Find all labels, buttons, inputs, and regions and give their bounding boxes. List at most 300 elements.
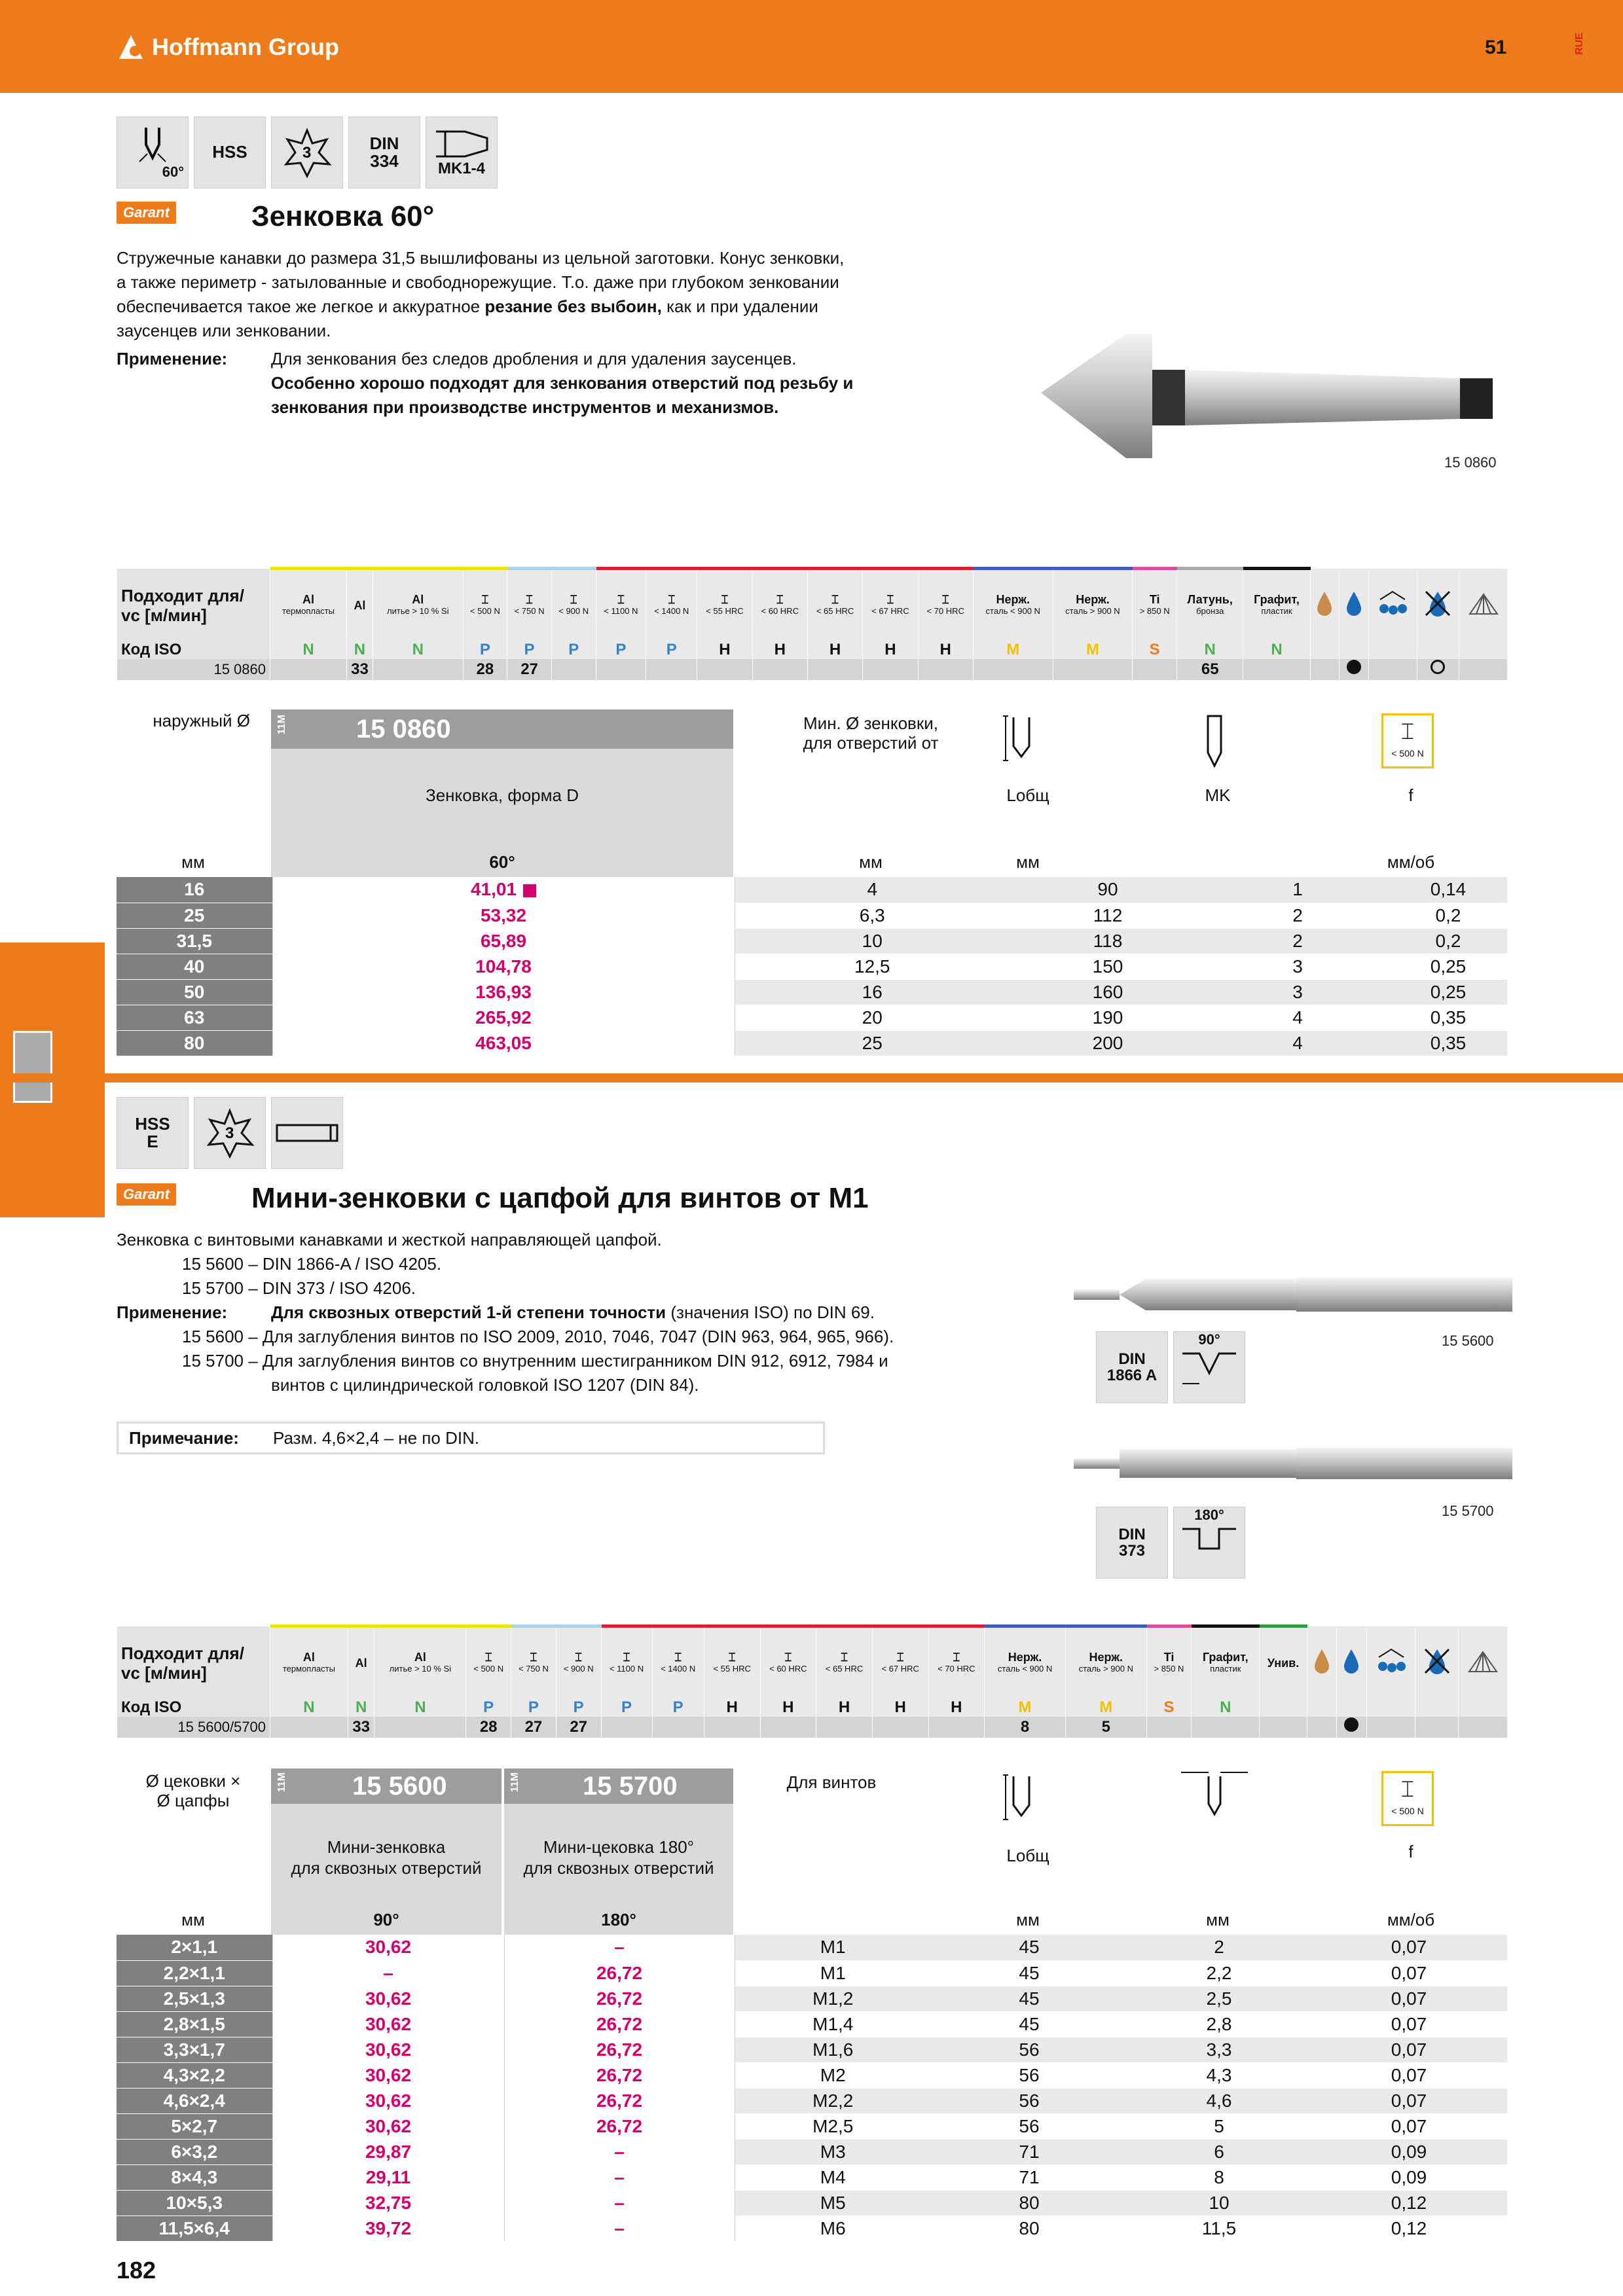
steel-beam-icon: ⌶ (530, 1650, 538, 1664)
diameter-cell: 8×4,3 (117, 2164, 272, 2190)
page-header (0, 0, 1623, 93)
morse-taper-icon (1198, 713, 1231, 776)
vc-value (551, 659, 596, 680)
diameter-cell: 10×5,3 (117, 2190, 272, 2215)
iso-code: M (985, 1698, 1066, 1717)
bore-diameter-cell: 6 (1127, 2139, 1311, 2164)
price-cell[interactable]: 53,32 (272, 903, 735, 928)
unit-label: мм (859, 852, 883, 872)
dry-cut-icon (1415, 1626, 1459, 1698)
bore-diameter-cell: 4,6 (1127, 2088, 1311, 2113)
material-sub: < 70 HRC (926, 605, 964, 616)
price-155700-cell[interactable]: – (504, 2215, 735, 2241)
material-hss-badge (194, 117, 266, 188)
length-cell: 56 (931, 2113, 1127, 2139)
overall-length-icon (1002, 1772, 1041, 1828)
price-155600-cell[interactable]: 30,62 (272, 1935, 504, 1960)
dry-cut-icon (1417, 569, 1459, 641)
material-col (1133, 569, 1177, 641)
material-label: HSS (212, 142, 247, 162)
min-diameter-cell: 4 (735, 877, 1010, 903)
feed-label: f (1408, 785, 1413, 805)
empty-cell (1459, 1717, 1507, 1738)
air-cooling-icon (1459, 569, 1507, 641)
code-tag: 11M (276, 715, 287, 735)
screw-size-cell: M2 (735, 2062, 931, 2088)
product-code-header (504, 1768, 733, 1804)
price-155700-cell[interactable]: – (504, 1935, 735, 1960)
diameter-cell: 31,5 (117, 928, 272, 954)
diameter-cell: 2,5×1,3 (117, 1986, 272, 2011)
vc-value (697, 659, 752, 680)
suitability-table (117, 1624, 1507, 1738)
diameter-cell: 4,6×2,4 (117, 2088, 272, 2113)
price-155600-cell[interactable]: 29,87 (272, 2139, 504, 2164)
product-type-name (504, 1837, 733, 1878)
steel-beam-icon: ⌶ (481, 592, 489, 606)
material-col (270, 1626, 348, 1698)
section-divider (0, 1073, 1623, 1083)
price-155600-cell[interactable]: 29,11 (272, 2164, 504, 2190)
empty-cell (1307, 1717, 1336, 1738)
cylindrical-shank-icon (271, 1097, 343, 1169)
price-cell[interactable]: 265,92 (272, 1005, 735, 1030)
feed-cell: 0,2 (1389, 903, 1507, 928)
countersink-angle-icon (117, 117, 189, 188)
din-373-badge (1096, 1507, 1168, 1579)
iso-code: M (1065, 1698, 1146, 1717)
unit-label: мм (181, 1910, 205, 1929)
screw-header: Для винтов (786, 1772, 877, 1792)
vc-value (704, 1717, 760, 1738)
feed-cell: 0,2 (1389, 928, 1507, 954)
din-number: 1866 A (1106, 1367, 1158, 1384)
table-row (117, 979, 1507, 1005)
diameter-cell: 63 (117, 1005, 272, 1030)
stock-marker-icon (523, 884, 536, 897)
unit-label: мм (181, 852, 205, 872)
table-row (117, 2011, 1507, 2037)
bore-diameter-cell: 11,5 (1127, 2215, 1311, 2241)
price-155700-cell[interactable]: 26,72 (504, 2011, 735, 2037)
product-code-label: 15 5700 (1442, 1503, 1494, 1519)
price-155600-cell[interactable]: – (272, 1960, 504, 1986)
steel-beam-icon: ⌶ (784, 1650, 792, 1664)
price-155700-cell[interactable]: 26,72 (504, 1986, 735, 2011)
feed-cell: 0,07 (1311, 2037, 1507, 2062)
price-155600-cell[interactable]: 30,62 (272, 2011, 504, 2037)
feed-cell: 0,14 (1389, 877, 1507, 903)
vc-value (596, 659, 646, 680)
material-sub: литье > 10 % Si (387, 605, 449, 616)
table-row (117, 1960, 1507, 1986)
material-sub: сталь > 900 N (1065, 605, 1120, 616)
material-sub: < 750 N (514, 605, 545, 616)
code-tag: 11M (276, 1772, 287, 1793)
desc-line: заусенцев или зенковании. (117, 321, 331, 340)
table-row (117, 2139, 1507, 2164)
bore-diameter-cell: 4,3 (1127, 2062, 1311, 2088)
product-type-name: Зенковка, форма D (426, 785, 579, 805)
application-line: винтов с цилиндрической головкой ISO 1207 (DIN 84). (271, 1375, 699, 1395)
length-cell: 160 (1010, 979, 1206, 1005)
material-sub: < 1400 N (661, 1663, 696, 1674)
vc-value (601, 1717, 652, 1738)
iso-code: P (596, 641, 646, 659)
unit-label: мм/об (1387, 852, 1435, 872)
iso-code: P (463, 641, 507, 659)
material-title: Нерж. (996, 592, 1030, 606)
iso-code: N (373, 641, 463, 659)
material-col (466, 1626, 511, 1698)
material-sub: термопласты (282, 1663, 335, 1674)
vc-value: 33 (346, 659, 373, 680)
material-sub: < 65 HRC (825, 1663, 864, 1674)
empty-cell (1310, 641, 1340, 659)
price-155600-cell[interactable]: 30,62 (272, 2037, 504, 2062)
vc-value (1133, 659, 1177, 680)
unit-label: мм (1016, 852, 1040, 872)
diameter-cell: 11,5×6,4 (117, 2215, 272, 2241)
table-row (117, 2088, 1507, 2113)
suitability-label-line: vc [м/мин] (121, 1662, 207, 1683)
application-line (117, 1300, 1033, 1325)
price-155600-cell[interactable]: 30,62 (272, 2113, 504, 2139)
vc-value: 33 (348, 1717, 374, 1738)
material-title: Унив. (1267, 1656, 1300, 1670)
header-line: для сквозных отверстий (291, 1858, 482, 1878)
min-diameter-cell: 16 (735, 979, 1010, 1005)
air-cooling-icon (1459, 1626, 1507, 1698)
mk-cell: 2 (1206, 928, 1389, 954)
length-cell: 56 (931, 2062, 1127, 2088)
material-sub: > 850 N (1154, 1663, 1184, 1674)
feed-material-icon (1381, 713, 1434, 768)
vc-value (872, 1717, 928, 1738)
iso-code: S (1133, 641, 1177, 659)
steel-beam-icon: ⌶ (776, 592, 784, 606)
bore-diameter-cell: 2 (1127, 1935, 1311, 1960)
empty-cell (1366, 1698, 1415, 1717)
countersink-tool-image (1041, 327, 1512, 475)
steel-beam-icon: ⌶ (570, 592, 577, 606)
material-col (807, 569, 862, 641)
price-155600-cell[interactable]: 30,62 (272, 2088, 504, 2113)
min-diameter-cell: 25 (735, 1030, 1010, 1056)
screw-size-cell: M1 (735, 1960, 931, 1986)
feed-cell: 0,07 (1311, 2062, 1507, 2088)
steel-beam-icon: ⌶ (575, 1650, 583, 1664)
feed-cell: 0,25 (1389, 979, 1507, 1005)
vc-value (973, 659, 1053, 680)
feed-cell: 0,09 (1311, 2164, 1507, 2190)
table-row (117, 928, 1507, 954)
price-cell[interactable]: 136,93 (272, 979, 735, 1005)
material-sub: литье > 10 % Si (389, 1663, 452, 1674)
header-line: Ø цековки × (145, 1771, 241, 1791)
steel-beam-icon: ⌶ (526, 592, 533, 606)
material-label: HSS (135, 1113, 170, 1134)
iso-code (1260, 1698, 1307, 1717)
angle-header: 180° (601, 1910, 636, 1929)
price-155700-cell[interactable]: 26,72 (504, 1960, 735, 1986)
material-hss-e-badge (117, 1097, 189, 1169)
price-155700-cell[interactable]: 26,72 (504, 2113, 735, 2139)
material-col (928, 1626, 985, 1698)
material-title: Al (412, 592, 424, 606)
feed-cell: 0,35 (1389, 1005, 1507, 1030)
vc-value (918, 659, 973, 680)
length-cell: 71 (931, 2139, 1127, 2164)
material-sub: сталь > 900 N (1078, 1663, 1133, 1674)
emulsion-spray-icon (1366, 1626, 1415, 1698)
material-col (346, 569, 373, 641)
price-cell[interactable] (272, 877, 735, 903)
flutes-count: 3 (225, 1124, 234, 1142)
material-title: Нерж. (1008, 1650, 1042, 1664)
material-title: Нерж. (1076, 592, 1110, 606)
price-value: 41,01 (470, 879, 517, 900)
vc-value (1260, 1717, 1307, 1738)
feed-cell: 0,12 (1311, 2190, 1507, 2215)
material-col (1260, 1626, 1307, 1698)
material-sub: сталь < 900 N (997, 1663, 1053, 1674)
price-155700-cell[interactable]: – (504, 2190, 735, 2215)
steel-beam-icon: ⌶ (1400, 719, 1415, 744)
material-col (646, 569, 697, 641)
price-155700-cell[interactable]: – (504, 2164, 735, 2190)
diameter-header (117, 1771, 270, 1810)
coolant-suitable-marker (1337, 1717, 1366, 1738)
note-text: Разм. 4,6×2,4 – не по DIN. (273, 1427, 480, 1448)
outer-diameter-label: наружный Ø (153, 711, 250, 730)
material-sub: пластик (1261, 605, 1292, 616)
flutes-count: 3 (302, 144, 312, 162)
diameter-cell: 40 (117, 954, 272, 979)
empty-cell (1459, 1698, 1507, 1717)
pilot-diameter-icon (1178, 1767, 1250, 1829)
suitability-label-line: Подходит для/ (121, 585, 244, 605)
material-col (652, 1626, 704, 1698)
screw-size-cell: M6 (735, 2215, 931, 2241)
feed-cell: 0,09 (1311, 2139, 1507, 2164)
header-line: Ø цапфы (156, 1791, 230, 1810)
product-code: 15 5700 (583, 1771, 678, 1801)
price-155700-cell[interactable]: 26,72 (504, 2037, 735, 2062)
unit-label: мм/об (1387, 1910, 1435, 1929)
mk-cell: 1 (1206, 877, 1389, 903)
iso-code: M (1053, 641, 1133, 659)
suitability-table (117, 567, 1507, 680)
price-155600-cell[interactable]: 30,62 (272, 1986, 504, 2011)
iso-code: S (1146, 1698, 1192, 1717)
note-box (117, 1422, 825, 1454)
material-col (373, 569, 463, 641)
vc-value: 27 (511, 1717, 556, 1738)
iso-code-label: Код ISO (117, 641, 270, 659)
length-cell: 56 (931, 2037, 1127, 2062)
material-sub: < 500 N (469, 605, 500, 616)
vc-value (270, 1717, 348, 1738)
hoffmann-logo (117, 33, 339, 62)
product-code-label: 15 5600 (1442, 1333, 1494, 1349)
product-description (117, 246, 968, 343)
material-sub: < 1100 N (609, 1663, 644, 1674)
product-description (117, 1228, 1033, 1397)
table-row (117, 877, 1507, 903)
empty-cell (1340, 641, 1369, 659)
screw-size-cell: M2,5 (735, 2113, 931, 2139)
table-row (117, 1935, 1507, 1960)
iso-code: N (1177, 641, 1243, 659)
din-number: 334 (370, 151, 399, 171)
feed-cell: 0,07 (1311, 2088, 1507, 2113)
material-col (863, 569, 918, 641)
length-cell: 190 (1010, 1005, 1206, 1030)
morse-taper-shank-icon (426, 117, 498, 188)
countersink-90-icon (1173, 1331, 1245, 1403)
angle-header: 90° (373, 1910, 399, 1929)
overall-length-icon (1002, 713, 1041, 769)
steel-beam-icon: ⌶ (617, 592, 625, 606)
price-cell[interactable]: 463,05 (272, 1030, 735, 1056)
material-col (1192, 1626, 1260, 1698)
material-col (973, 569, 1053, 641)
price-155600-cell[interactable]: 39,72 (272, 2215, 504, 2241)
material-col (1065, 1626, 1146, 1698)
din-1866a-badge (1096, 1331, 1168, 1403)
vc-value (652, 1717, 704, 1738)
feed-cell: 0,07 (1311, 1960, 1507, 1986)
length-cell: 45 (931, 2011, 1127, 2037)
length-cell: 80 (931, 2190, 1127, 2215)
material-sub: < 500 N (473, 1663, 504, 1674)
application-label: Применение: (117, 349, 228, 368)
steel-beam-icon: ⌶ (941, 592, 949, 606)
material-sub: < 900 N (558, 605, 589, 616)
min-diameter-header (733, 713, 1008, 753)
suitability-code-label: 15 5600/5700 (117, 1717, 270, 1738)
price-155700-cell[interactable]: 26,72 (504, 2088, 735, 2113)
length-cell: 45 (931, 1986, 1127, 2011)
iso-code: P (511, 1698, 556, 1717)
din-label: DIN (1118, 1350, 1146, 1368)
material-sub: < 65 HRC (816, 605, 854, 616)
bore-diameter-cell: 2,8 (1127, 2011, 1311, 2037)
page-number: 51 (1485, 37, 1507, 58)
suitability-label-line: vc [м/мин] (121, 605, 207, 625)
diameter-cell: 3,3×1,7 (117, 2037, 272, 2062)
table-row (117, 2190, 1507, 2215)
drill-chapter-icon (13, 1031, 52, 1103)
material-col (511, 1626, 556, 1698)
material-sub: < 1400 N (654, 605, 689, 616)
material-sub: < 55 HRC (713, 1663, 751, 1674)
product-code: 15 5600 (352, 1771, 447, 1801)
material-sub: термопласты (282, 605, 335, 616)
material-col (507, 569, 552, 641)
length-cell: 90 (1010, 877, 1206, 903)
steel-beam-icon: ⌶ (831, 592, 839, 606)
iso-code: N (1243, 641, 1310, 659)
vc-value (928, 1717, 985, 1738)
screw-size-cell: M1,4 (735, 2011, 931, 2037)
iso-code: H (704, 1698, 760, 1717)
mk-cell: 4 (1206, 1005, 1389, 1030)
price-155600-cell[interactable]: 30,62 (272, 2062, 504, 2088)
material-col (551, 569, 596, 641)
min-diameter-cell: 10 (735, 928, 1010, 954)
unit-label: мм (1016, 1910, 1040, 1929)
material-col (596, 569, 646, 641)
bore-diameter-cell: 10 (1127, 2190, 1311, 2215)
feed-cell: 0,07 (1311, 1935, 1507, 1960)
iso-code: H (752, 641, 807, 659)
price-155700-cell[interactable]: – (504, 2139, 735, 2164)
length-cell: 200 (1010, 1030, 1206, 1056)
iso-code: N (374, 1698, 466, 1717)
mk-cell: 3 (1206, 954, 1389, 979)
feed-label: f (1408, 1842, 1413, 1861)
empty-cell (1459, 641, 1507, 659)
vc-value (816, 1717, 873, 1738)
material-title: Al (354, 598, 366, 612)
screw-size-cell: M2,2 (735, 2088, 931, 2113)
price-cell[interactable]: 65,89 (272, 928, 735, 954)
steel-beam-icon: ⌶ (484, 1650, 492, 1664)
shank-label: MK1-4 (437, 160, 485, 178)
material-title: Графит, (1202, 1650, 1249, 1664)
vc-value (374, 1717, 466, 1738)
product-code-label: 15 0860 (1444, 454, 1497, 471)
min-diameter-cell: 20 (735, 1005, 1010, 1030)
price-155700-cell[interactable]: 26,72 (504, 2062, 735, 2088)
material-col (704, 1626, 760, 1698)
empty-cell (1415, 1698, 1459, 1717)
iso-code: H (807, 641, 862, 659)
product-title: Зенковка 60° (251, 200, 435, 232)
vc-value: 5 (1065, 1717, 1146, 1738)
mk-cell: 4 (1206, 1030, 1389, 1056)
vc-value (1192, 1717, 1260, 1738)
vc-value (760, 1717, 816, 1738)
vc-value (863, 659, 918, 680)
material-title: Al (302, 592, 314, 606)
water-drop-icon (1337, 1626, 1366, 1698)
length-cell: 45 (931, 1935, 1127, 1960)
material-col (918, 569, 973, 641)
application-label: Применение: (117, 1302, 228, 1322)
feed-cell: 0,35 (1389, 1030, 1507, 1056)
iso-code: P (652, 1698, 704, 1717)
diameter-cell: 6×3,2 (117, 2139, 272, 2164)
material-title: Нерж. (1089, 1650, 1123, 1664)
bore-diameter-cell: 8 (1127, 2164, 1311, 2190)
price-cell[interactable]: 104,78 (272, 954, 735, 979)
iso-code: P (551, 641, 596, 659)
steel-beam-icon: ⌶ (841, 1650, 848, 1664)
price-155600-cell[interactable]: 32,75 (272, 2190, 504, 2215)
steel-beam-icon: ⌶ (721, 592, 729, 606)
steel-beam-icon: ⌶ (728, 1650, 736, 1664)
vc-value: 8 (985, 1717, 1066, 1738)
table-row (117, 2062, 1507, 2088)
iso-code: H (863, 641, 918, 659)
material-sub: < 60 HRC (769, 1663, 807, 1674)
desc-line: 15 5600 – DIN 1866-A / ISO 4205. (182, 1254, 442, 1274)
feed-cell: 0,07 (1311, 1986, 1507, 2011)
table-row (117, 2164, 1507, 2190)
